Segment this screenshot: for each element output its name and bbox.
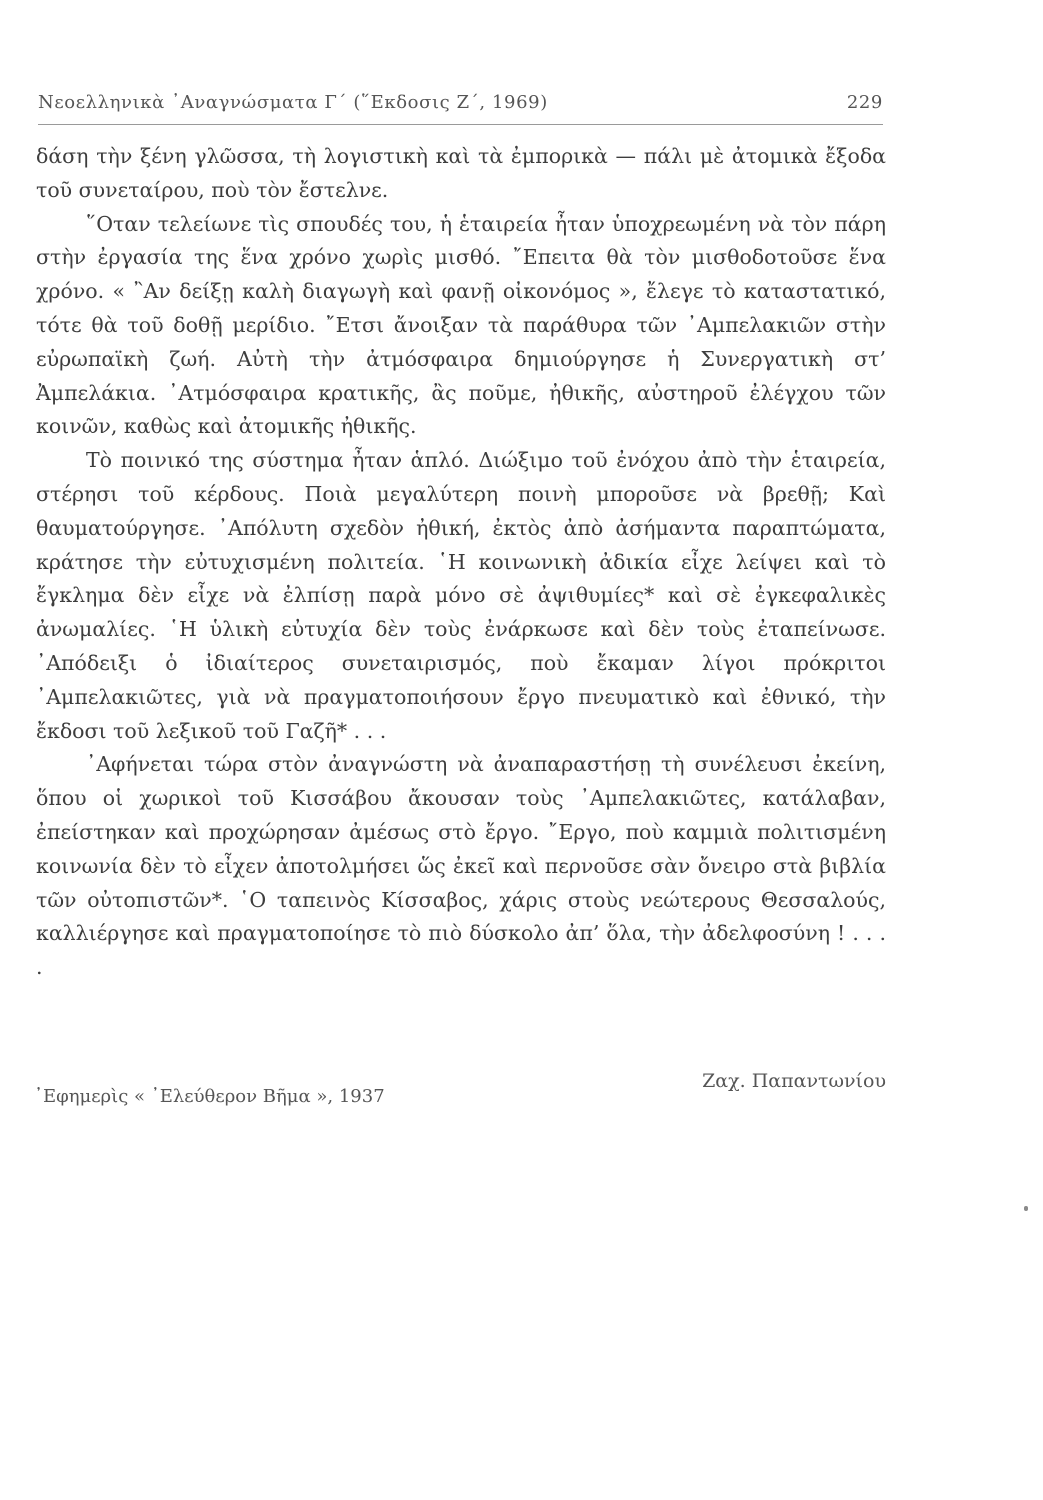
body-text — [36, 140, 886, 985]
source-attribution — [34, 1070, 886, 1114]
paragraph-continued: δάση τὴν ξένη γλῶσσα, τὴ λογιστικὴ καὶ τὰ ἐμπορικὰ — πάλι μὲ ἀτομικὰ ἔξοδα τοῦ συνεταίρου, ποὺ τὸν ἔστελνε. — [36, 144, 886, 202]
header-rule — [38, 124, 883, 125]
paragraph: ᾿Αφήνεται τώρα στὸν ἀναγνώστη νὰ ἀναπαραστήσῃ τὴ συνέλευσι ἐκείνη, ὅπου οἱ χωρικοὶ τοῦ Κισσάβου ἄκουσαν τοὺς ᾿Αμπελακιῶτες, κατάλαβαν, ἐπείστηκαν καὶ προχώρησαν ἀμέσως στὸ ἔργο. ῎Εργο, ποὺ καμμιὰ πολιτισμένη κοινωνία δὲν τὸ εἶχεν ἀποτολμήσει ὥς ἐκεῖ καὶ περνοῦσε σὰν ὄνειρο στὰ βιβλία τῶν οὐτοπιστῶν*. ῾Ο ταπεινὸς Κίσσαβος, χάρις στοὺς νεώτερους Θεσσαλούς, καλλιέργησε καὶ πραγματοποίησε τὸ πιὸ δύσκολο ἀπ’ ὅλα, τὴν ἀδελφοσύνη ! . . . . — [36, 752, 886, 980]
author-name: Ζαχ. Παπαντωνίου — [702, 1070, 886, 1092]
source-citation: ᾿Εφημερὶς « ᾿Ελεύθερον Βῆμα », 1937 — [34, 1086, 385, 1107]
running-title: Νεοελληνικὰ ᾿Αναγνώσματα Γ΄ (῞Εκδοσις Ζ΄, 1969) — [38, 92, 548, 113]
paragraph: Τὸ ποινικό της σύστημα ἦταν ἁπλό. Διώξιμο τοῦ ἐνόχου ἀπὸ τὴν ἑταιρεία, στέρησι τοῦ κέρδους. Ποιὰ μεγαλύτερη ποινὴ μποροῦσε νὰ βρεθῇ; Καὶ θαυματούργησε. ᾿Απόλυτη σχεδὸν ἠθική, ἐκτὸς ἀπὸ ἀσήμαντα παραπτώματα, κράτησε τὴν εὐτυχισμένη πολιτεία. ῾Η κοινωνικὴ ἀδικία εἶχε λείψει καὶ τὸ ἔγκλημα δὲν εἶχε νὰ ἐλπίσῃ παρὰ μόνο σὲ ἀψιθυμίες* καὶ σὲ ἐγκεφαλικὲς ἀνωμαλίες. ῾Η ὑλικὴ εὐτυχία δὲν τοὺς ἐνάρκωσε καὶ δὲν τοὺς ἐταπείνωσε. ᾿Απόδειξι ὁ ἰδιαίτερος συνεταιρισμός, ποὺ ἔκαμαν λίγοι πρόκριτοι ᾿Αμπελακιῶτες, γιὰ νὰ πραγματοποιήσουν ἔργο πνευματικὸ καὶ ἐθνικό, τὴν ἔκδοσι τοῦ λεξικοῦ τοῦ Γαζῆ* . . . — [36, 448, 886, 743]
running-head — [38, 92, 883, 122]
paragraph: ῞Οταν τελείωνε τὶς σπουδές του, ἡ ἑταιρεία ἦταν ὑποχρεωμένη νὰ τὸν πάρη στὴν ἐργασία της ἕνα χρόνο χωρὶς μισθό. ῎Επειτα θὰ τὸν μισθοδοτοῦσε ἕνα χρόνο. « ῍Αν δείξῃ καλὴ διαγωγὴ καὶ φανῇ οἰκονόμος », ἔλεγε τὸ καταστατικό, τότε θὰ τοῦ δοθῇ μερίδιο. ῎Ετσι ἄνοιξαν τὰ παράθυρα τῶν ᾿Αμπελακιῶν στὴν εὐρωπαϊκὴ ζωή. Αὐτὴ τὴν ἀτμόσφαιρα δημιούργησε ἡ Συνεργατικὴ στ’ Ἀμπελάκια. ᾿Ατμόσφαιρα κρατικῆς, ἂς ποῦμε, ἠθικῆς, αὐστηροῦ ἐλέγχου τῶν κοινῶν, καθὼς καὶ ἀτομικῆς ἠθικῆς. — [36, 211, 886, 439]
page-number: 229 — [846, 92, 883, 113]
paper-speck — [1024, 1206, 1028, 1211]
